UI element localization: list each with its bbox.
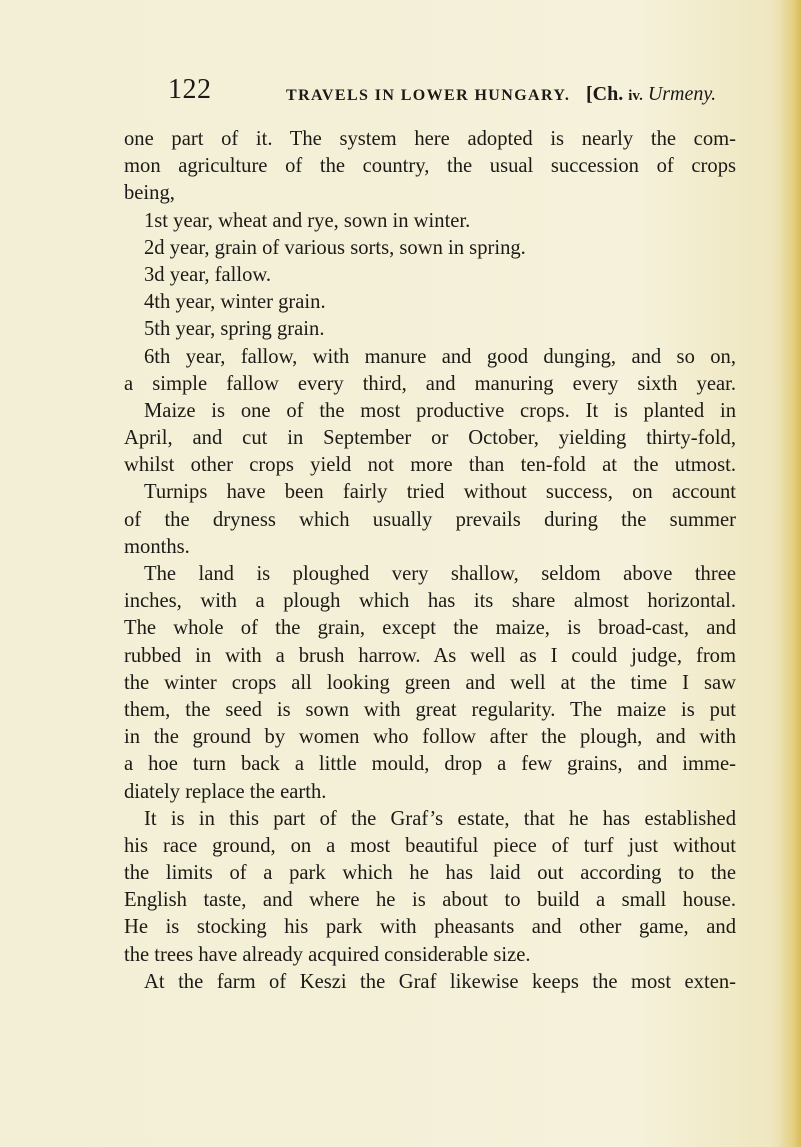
running-header	[168, 74, 738, 108]
text-line: 2d year, grain of various sorts, sown in spring.	[144, 236, 526, 259]
text-line: inches, with a plough which has its share almost horizontal.	[124, 590, 736, 613]
text-line: mon agriculture of the country, the usual succession of crops	[124, 155, 736, 178]
text-line: the winter crops all looking green and well at the time I saw	[124, 671, 736, 694]
running-title: TRAVELS IN LOWER HUNGARY.	[286, 87, 571, 104]
chapter-place: Urmeny.	[647, 83, 717, 105]
page-edge-discoloration	[779, 0, 801, 1147]
chapter-prefix: [Ch.	[586, 83, 624, 105]
text-line: It is in this part of the Graf’s estate, that he has established	[144, 807, 736, 830]
text-line: being,	[124, 182, 175, 205]
text-line: Turnips have been fairly tried without success, on account	[144, 481, 736, 504]
chapter-number: iv.	[628, 88, 643, 104]
text-line: rubbed in with a brush harrow. As well as I could judge, from	[124, 644, 736, 667]
text-line: months.	[124, 535, 190, 558]
text-line: The land is ploughed very shallow, seldom above three	[144, 563, 736, 585]
text-line: a simple fallow every third, and manuring every sixth year.	[124, 372, 736, 395]
text-line: in the ground by women who follow after the plough, and with	[124, 726, 736, 749]
text-line: 5th year, spring grain.	[144, 318, 325, 341]
text-line: English taste, and where he is about to build a small house.	[124, 889, 736, 912]
text-line: Maize is one of the most productive crops. It is planted in	[144, 399, 736, 422]
text-line: one part of it. The system here adopted is nearly the com-	[124, 128, 736, 150]
text-line: a hoe turn back a little mould, drop a few grains, and imme-	[124, 753, 736, 776]
text-line: the limits of a park which he has laid out according to the	[124, 862, 736, 885]
text-line: 6th year, fallow, with manure and good dunging, and so on,	[144, 345, 736, 368]
text-line: 3d year, fallow.	[144, 263, 272, 286]
page-number: 122	[168, 74, 212, 105]
text-line: The whole of the grain, except the maize, is broad-cast, and	[124, 617, 736, 640]
chapter-reference	[586, 83, 716, 106]
body-text	[124, 126, 736, 996]
text-line: of the dryness which usually prevails during the summer	[124, 508, 736, 531]
text-line: 1st year, wheat and rye, sown in winter.	[144, 209, 471, 232]
text-line: the trees have already acquired considerable size.	[124, 943, 531, 966]
text-line: At the farm of Keszi the Graf likewise keeps the most exten-	[144, 970, 736, 993]
text-line: his race ground, on a most beautiful piece of turf just without	[124, 834, 736, 857]
text-line: whilst other crops yield not more than ten-fold at the utmost.	[124, 454, 736, 477]
text-line: April, and cut in September or October, yielding thirty-fold,	[124, 427, 736, 450]
text-line: 4th year, winter grain.	[144, 291, 326, 314]
text-line: them, the seed is sown with great regularity. The maize is put	[124, 698, 736, 721]
text-line: diately replace the earth.	[124, 780, 327, 803]
text-line: He is stocking his park with pheasants and other game, and	[124, 916, 736, 939]
